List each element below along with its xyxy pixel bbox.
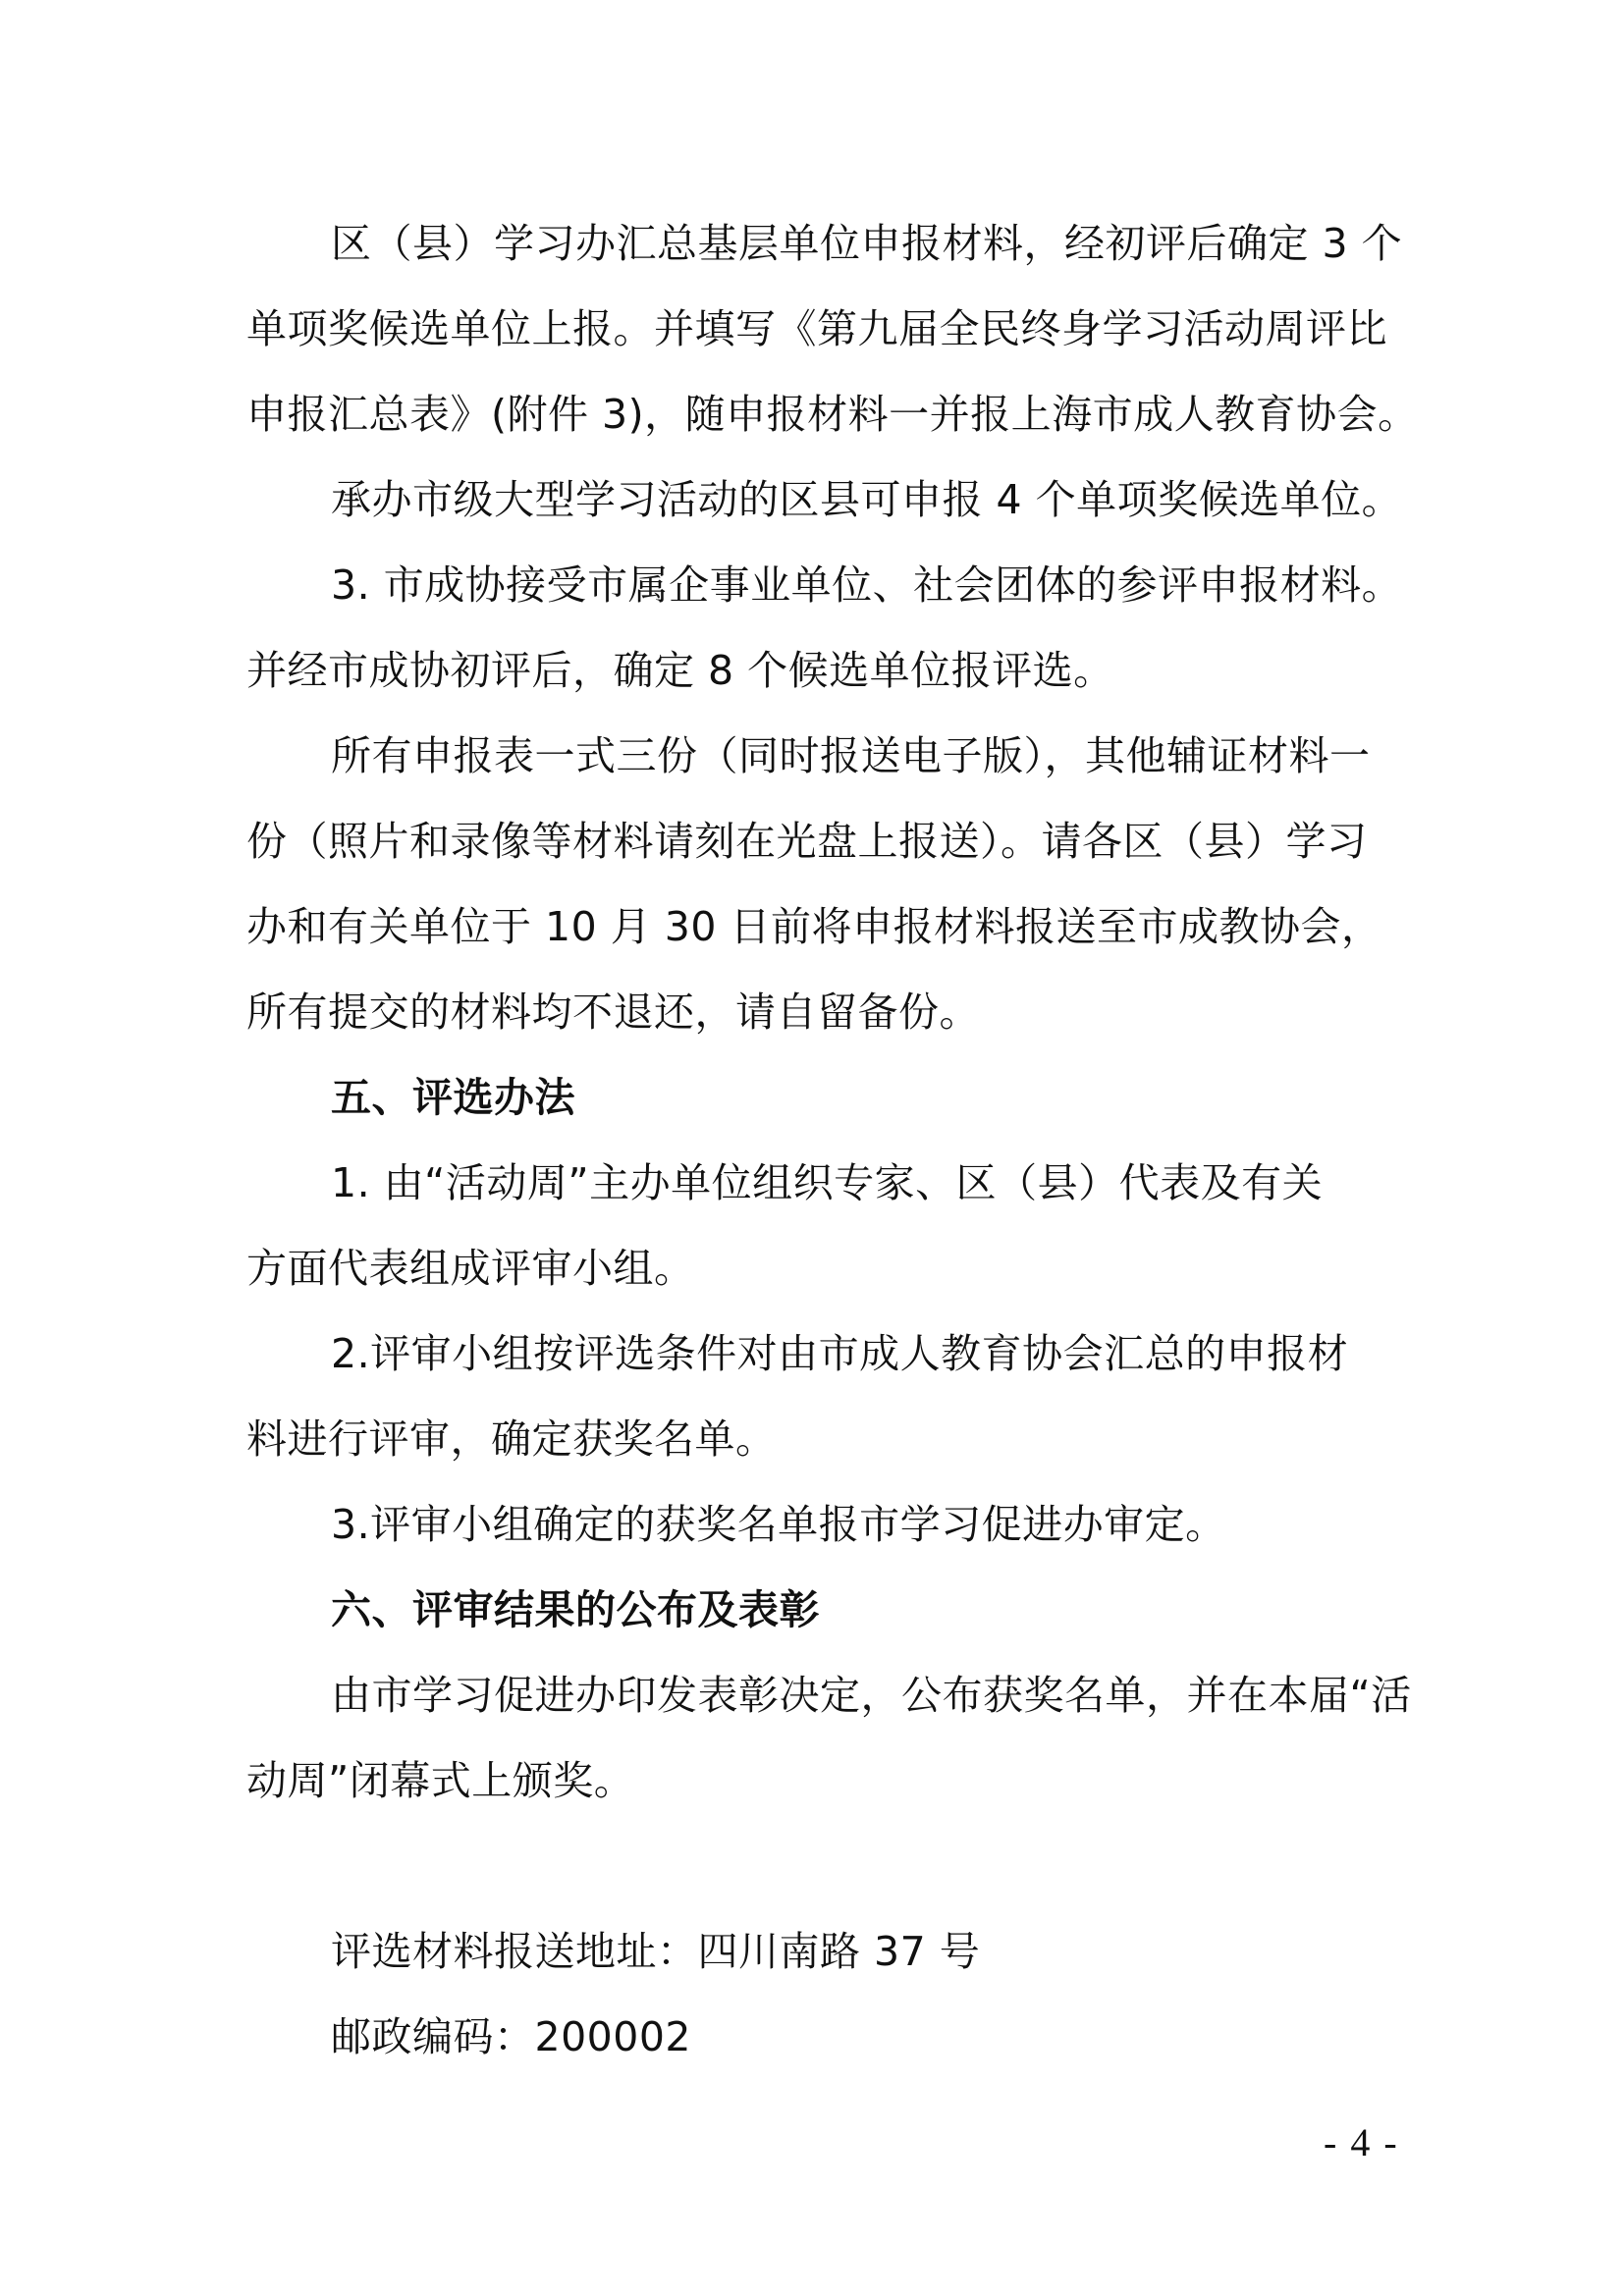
list-item-line: 3.评审小组确定的获奖名单报市学习促进办审定。 (331, 1501, 1226, 1548)
paragraph-line: 方面代表组成评审小组。 (246, 1245, 695, 1292)
list-item-line: 2.评审小组按评选条件对由市成人教育协会汇总的申报材 (331, 1330, 1349, 1377)
paragraph-line: 份（照片和录像等材料请刻在光盘上报送）。请各区（县）学习 (246, 818, 1368, 865)
paragraph-line: 单项奖候选单位上报。并填写《第九届全民终身学习活动周评比 (246, 305, 1387, 352)
paragraph-line: 料进行评审，确定获奖名单。 (246, 1415, 777, 1463)
paragraph-line: 承办市级大型学习活动的区县可申报 4 个单项奖候选单位。 (331, 476, 1403, 523)
page-number: - 4 - (1324, 2120, 1399, 2164)
list-item-line: 3. 市成协接受市属企事业单位、社会团体的参评申报材料。 (331, 561, 1403, 609)
paragraph-line: 所有申报表一式三份（同时报送电子版），其他辅证材料一 (331, 732, 1371, 779)
list-item-line: 1. 由“活动周”主办单位组织专家、区（县）代表及有关 (331, 1159, 1324, 1206)
paragraph-line: 由市学习促进办印发表彰决定，公布获奖名单，并在本届“活 (331, 1672, 1412, 1719)
paragraph-line: 并经市成协初评后，确定 8 个候选单位报评选。 (246, 647, 1114, 694)
section-heading: 六、评审结果的公布及表彰 (331, 1586, 820, 1633)
paragraph-line: 区（县）学习办汇总基层单位申报材料，经初评后确定 3 个 (331, 220, 1403, 267)
paragraph-line: 所有提交的材料均不退还，请自留备份。 (246, 988, 980, 1036)
address-line: 评选材料报送地址：四川南路 37 号 (331, 1928, 981, 1975)
postal-code-line: 邮政编码：200002 (331, 2013, 692, 2060)
paragraph-line: 办和有关单位于 10 月 30 日前将申报材料报送至市成教协会， (246, 903, 1382, 950)
paragraph-line: 动周”闭幕式上颁奖。 (246, 1757, 635, 1804)
paragraph-line: 申报汇总表》(附件 3)，随申报材料一并报上海市成人教育协会。 (246, 391, 1419, 438)
section-heading: 五、评选办法 (331, 1074, 575, 1121)
